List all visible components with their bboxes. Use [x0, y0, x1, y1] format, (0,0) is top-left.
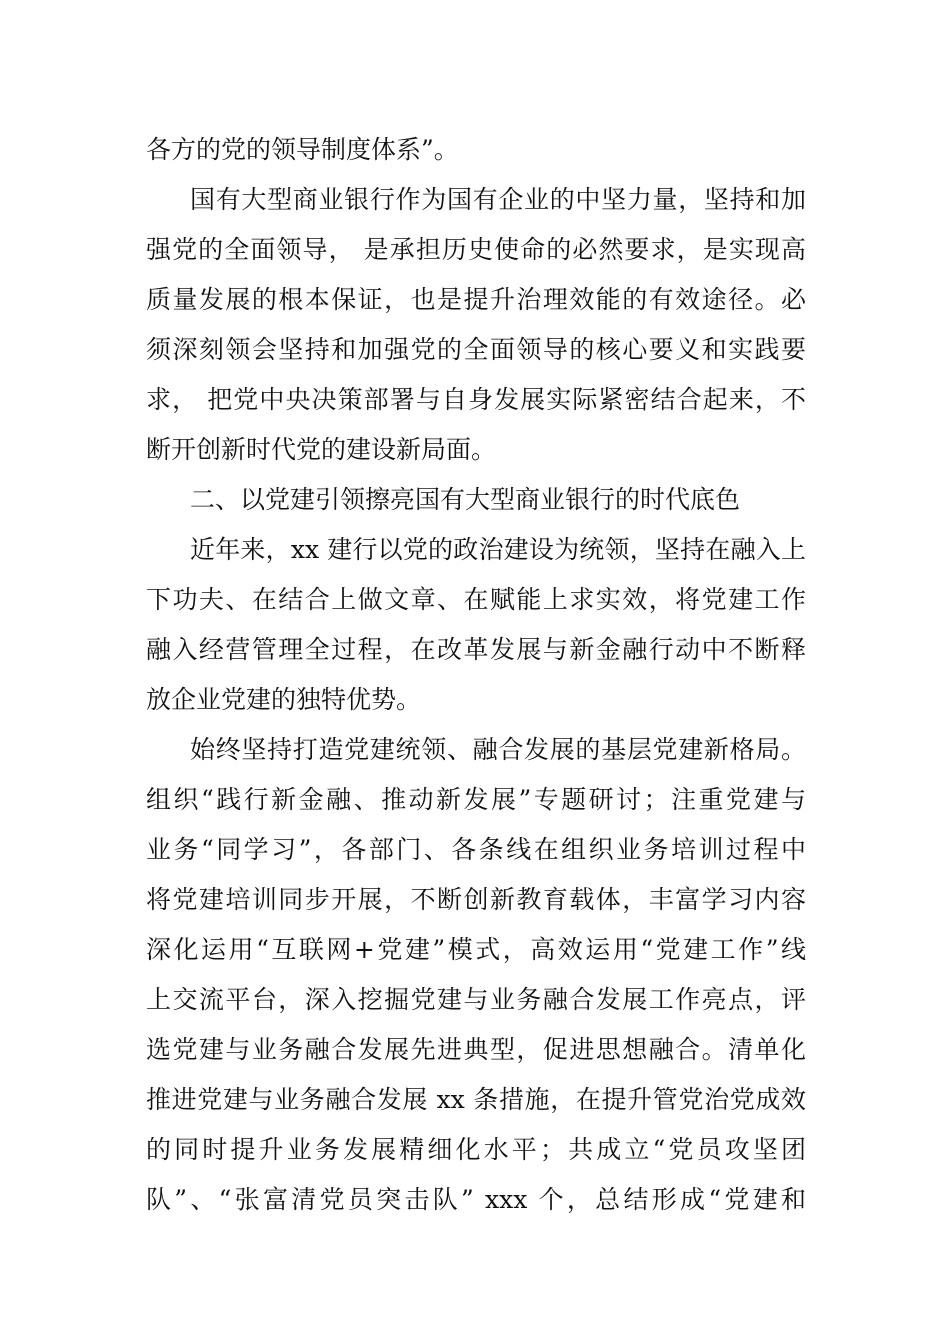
text-line-18: 上交流平台，深入挖掘党建与业务融合发展工作亮点，评: [146, 985, 806, 1014]
section-heading: 二、以党建引领擦亮国有大型商业银行的时代底色: [190, 485, 741, 514]
text-line-5: 须深刻领会坚持和加强党的全面领导的核心要义和实践要: [146, 335, 806, 364]
text-line-15: 业务“同学习”，各部门、各条线在组织业务培训过程中: [146, 835, 806, 864]
text-line-11: 融入经营管理全过程，在改革发展与新金融行动中不断释: [146, 635, 806, 664]
text-line-20: 推进党建与业务融合发展 xx 条措施，在提升管党治党成效: [146, 1085, 806, 1114]
text-line-16: 将党建培训同步开展，不断创新教育载体，丰富学习内容: [146, 885, 806, 914]
text-line-4: 质量发展的根本保证，也是提升治理效能的有效途径。必: [146, 285, 806, 314]
text-line-22: 队”、“张富清党员突击队” xxx 个，总结形成“党建和: [146, 1185, 806, 1214]
text-line-7: 断开创新时代党的建设新局面。: [146, 435, 497, 464]
text-line-1: 各方的党的领导制度体系”。: [146, 135, 459, 164]
text-line-17: 深化运用“互联网+党建”模式，高效运用“党建工作”线: [146, 935, 806, 964]
text-line-19: 选党建与业务融合发展先进典型，促进思想融合。清单化: [146, 1035, 806, 1064]
text-line-21: 的同时提升业务发展精细化水平；共成立“党员攻坚团: [146, 1135, 806, 1164]
text-line-6: 求， 把党中央决策部署与自身发展实际紧密结合起来，不: [146, 385, 806, 414]
text-line-14: 组织“践行新金融、推动新发展”专题研讨；注重党建与: [146, 785, 806, 814]
text-line-2: 国有大型商业银行作为国有企业的中坚力量，坚持和加: [190, 185, 806, 214]
text-line-10: 下功夫、在结合上做文章、在赋能上求实效，将党建工作: [146, 585, 806, 614]
text-line-12: 放企业党建的独特优势。: [146, 685, 422, 714]
text-line-9: 近年来，xx 建行以党的政治建设为统领，坚持在融入上: [190, 535, 806, 564]
text-line-3: 强党的全面领导， 是承担历史使命的必然要求，是实现高: [146, 235, 806, 264]
text-line-13: 始终坚持打造党建统领、融合发展的基层党建新格局。: [190, 735, 806, 764]
